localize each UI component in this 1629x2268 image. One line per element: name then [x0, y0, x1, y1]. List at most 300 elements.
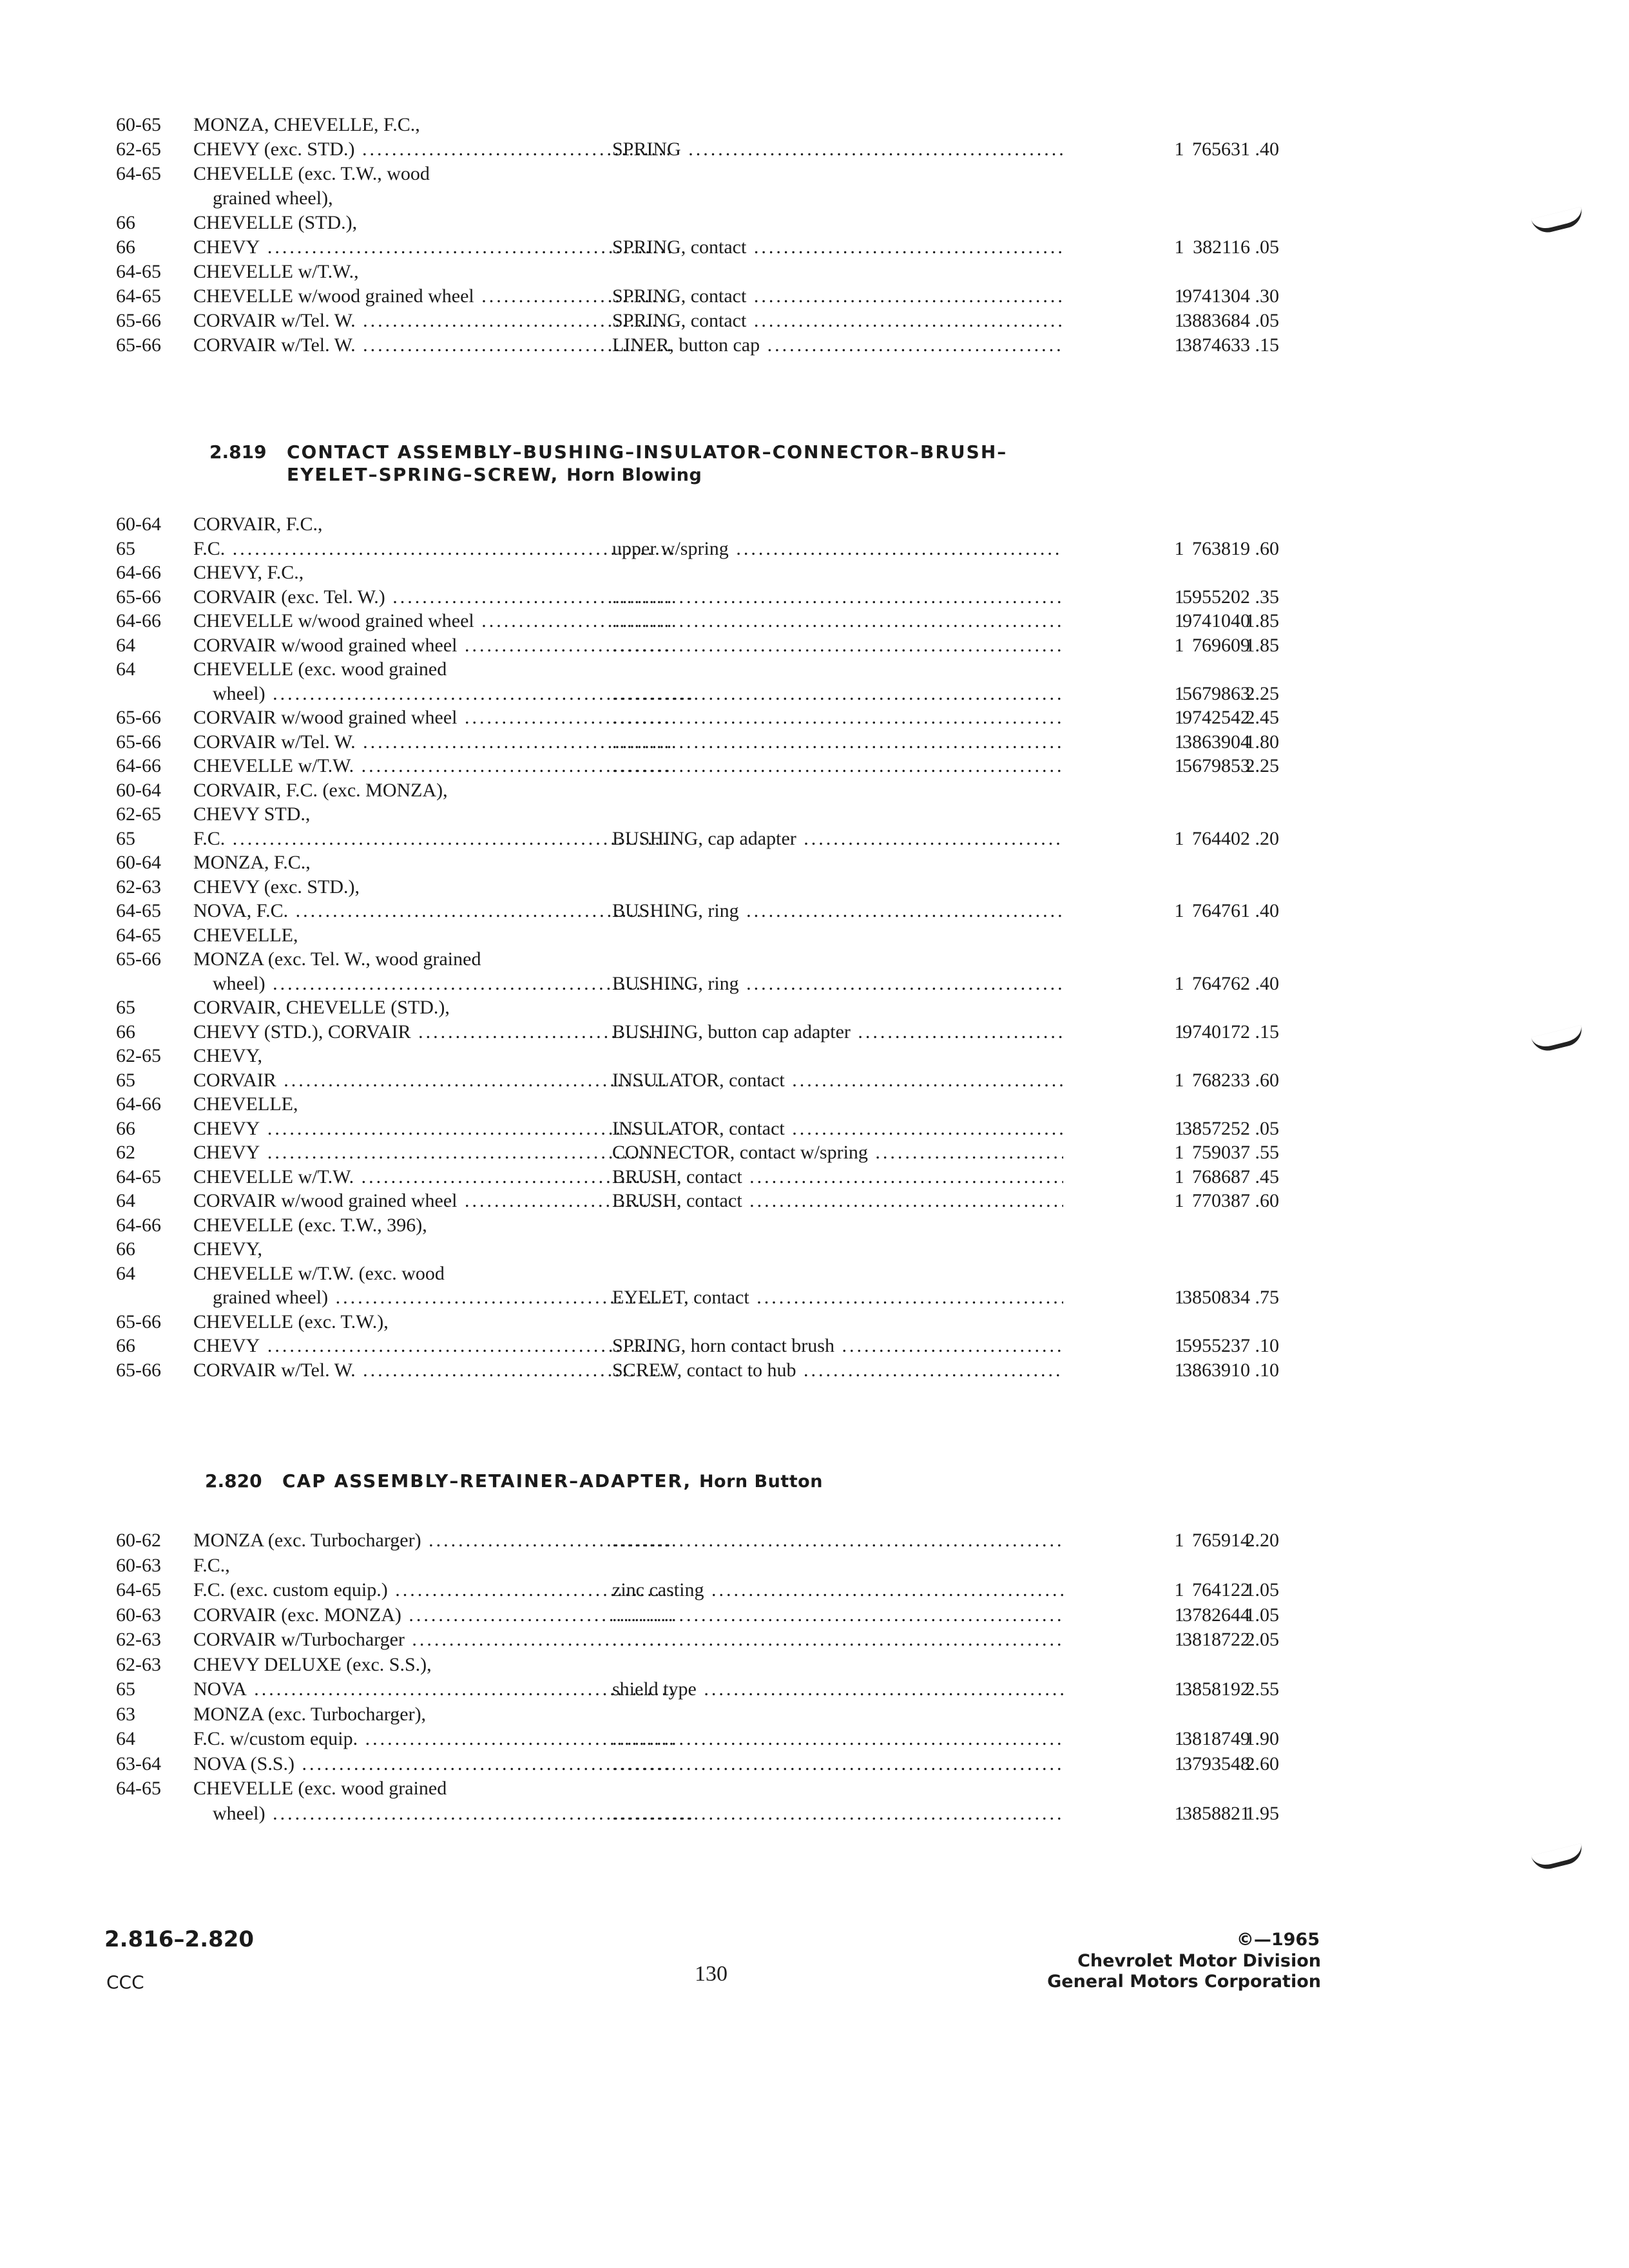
price: .15: [1255, 1021, 1279, 1043]
footer-range: 2.816–2.820: [104, 1927, 255, 1952]
price: .35: [1255, 586, 1279, 608]
year-range: 60-64: [116, 514, 161, 535]
quantity: 1: [1174, 1753, 1184, 1774]
year-range: 64: [116, 1190, 135, 1211]
part-number: 3857252: [1182, 1117, 1250, 1139]
quantity: 1: [1174, 1142, 1184, 1163]
part-number: 9741040: [1182, 610, 1250, 631]
year-range: 65: [116, 537, 135, 559]
quantity: 1: [1174, 586, 1184, 608]
year-range: 65-66: [116, 707, 161, 728]
table-row: [116, 730, 1279, 754]
section-heading-2-819: [209, 440, 1007, 465]
table-row: [116, 235, 1279, 260]
model-description: F.C.,: [193, 1554, 230, 1576]
year-range: 65: [116, 997, 135, 1018]
model-description: CHEVELLE w/wood grained wheel .....: [193, 609, 673, 633]
model-description: CHEVY .....: [193, 235, 673, 260]
part-number: 3863910: [1182, 1359, 1250, 1381]
part-description: [612, 1603, 1063, 1628]
table-row: [116, 1578, 1279, 1603]
part-number: 764402: [1192, 827, 1250, 849]
year-range: 60-63: [116, 1604, 161, 1626]
part-number: 3782644: [1182, 1604, 1250, 1626]
part-description: INSULATOR, contact .....: [612, 1068, 1063, 1093]
table-row: [116, 1603, 1279, 1628]
price: 1.05: [1245, 1579, 1279, 1600]
part-number: 768233: [1192, 1069, 1250, 1091]
price: .05: [1255, 310, 1279, 331]
table-row: [116, 113, 1276, 137]
table-row: [116, 333, 1279, 358]
table-row: [116, 1092, 1276, 1117]
price: 2.55: [1245, 1678, 1279, 1700]
model-description: CORVAIR w/Tel. W. .....: [193, 309, 673, 333]
table-row: [116, 1310, 1276, 1334]
quantity: 1: [1174, 537, 1184, 559]
table-row: [116, 899, 1279, 923]
table-row: [116, 1776, 1276, 1802]
price: 2.20: [1245, 1530, 1279, 1551]
price: .60: [1255, 537, 1279, 559]
year-range: 65-66: [116, 310, 161, 331]
quantity: 1: [1174, 731, 1184, 753]
quantity: 1: [1174, 1069, 1184, 1091]
model-description: CHEVELLE (exc. T.W.),: [193, 1311, 389, 1332]
year-range: 60-64: [116, 779, 161, 801]
year-range: 65-66: [116, 586, 161, 608]
table-row: [116, 1117, 1279, 1141]
price: .45: [1255, 1166, 1279, 1187]
part-description: [612, 1727, 1063, 1751]
part-number: 764122: [1192, 1579, 1250, 1600]
quantity: 1: [1174, 1530, 1184, 1551]
part-description: INSULATOR, contact .....: [612, 1117, 1063, 1141]
model-description: CORVAIR, F.C.,: [193, 514, 323, 535]
price: 1.80: [1245, 731, 1279, 753]
quantity: 1: [1174, 682, 1184, 704]
year-range: 64-66: [116, 610, 161, 631]
model-description: CORVAIR, F.C. (exc. MONZA),: [193, 779, 448, 801]
year-range: 64: [116, 1728, 135, 1749]
table-row: [116, 972, 1279, 996]
model-description: CORVAIR w/Tel. W. .....: [193, 1358, 673, 1383]
part-description: SCREW, contact to hub .....: [612, 1358, 1063, 1383]
price: .10: [1255, 1359, 1279, 1381]
year-range: 66: [116, 236, 135, 258]
part-number: 5955237: [1182, 1335, 1250, 1356]
part-number: 3883684: [1182, 310, 1250, 331]
table-row: [116, 1653, 1276, 1678]
year-range: 66: [116, 1021, 135, 1043]
part-description: [612, 633, 1063, 658]
quantity: 1: [1174, 1728, 1184, 1749]
part-number: 765914: [1192, 1530, 1250, 1551]
part-number: 9742542: [1182, 707, 1250, 728]
part-number: 765631: [1192, 139, 1250, 160]
model-description: wheel) .....: [193, 682, 693, 706]
table-row: [116, 211, 1276, 235]
model-description: grained wheel) .....: [193, 1285, 693, 1310]
footer-copyright: ©—1965: [1236, 1930, 1320, 1950]
quantity: 1: [1174, 1190, 1184, 1211]
table-row: [116, 1677, 1279, 1702]
model-description: CHEVY .....: [193, 1140, 673, 1165]
table-row: [116, 537, 1279, 561]
year-range: 64: [116, 634, 135, 656]
part-number: 3818749: [1182, 1728, 1250, 1749]
model-description: CHEVY .....: [193, 1117, 673, 1141]
table-row: [116, 778, 1276, 803]
year-range: 62-65: [116, 803, 161, 825]
table-row: [116, 561, 1276, 585]
part-description: CONNECTOR, contact w/spring .....: [612, 1140, 1063, 1165]
parts-table-2-818: [116, 113, 1279, 358]
part-description: [612, 585, 1063, 610]
table-row: [116, 162, 1276, 186]
year-range: 65-66: [116, 731, 161, 753]
price: 2.05: [1245, 1629, 1279, 1650]
quantity: 1: [1174, 1287, 1184, 1308]
part-description: BUSHING, button cap adapter .....: [612, 1020, 1063, 1044]
year-range: 65: [116, 1069, 135, 1091]
table-row: [116, 1802, 1279, 1827]
price: .10: [1255, 1335, 1279, 1356]
model-description: CHEVY .....: [193, 1334, 673, 1358]
quantity: 1: [1174, 634, 1184, 656]
model-description: MONZA (exc. Turbocharger),: [193, 1703, 427, 1725]
binder-mark: [1531, 1843, 1585, 1873]
part-description: SPRING, contact .....: [612, 284, 1063, 309]
part-number: 759037: [1192, 1142, 1250, 1163]
quantity: 1: [1174, 900, 1184, 921]
year-range: 65: [116, 827, 135, 849]
part-number: 5955202: [1182, 586, 1250, 608]
model-description: MONZA, CHEVELLE, F.C.,: [193, 114, 420, 135]
model-description: CORVAIR (exc. MONZA) .....: [193, 1603, 673, 1628]
year-range: 66: [116, 1238, 135, 1260]
model-description: CHEVY (exc. STD.),: [193, 876, 360, 898]
part-number: 764762: [1192, 972, 1250, 994]
section-heading-2-819-line2: [209, 463, 702, 488]
year-range: 62-63: [116, 1653, 161, 1675]
part-number: 3818722: [1182, 1629, 1250, 1650]
year-range: 65-66: [116, 1311, 161, 1332]
price: .40: [1255, 900, 1279, 921]
table-row: [116, 1189, 1279, 1213]
price: 1.05: [1245, 1604, 1279, 1626]
part-description: SPRING, contact .....: [612, 309, 1063, 333]
model-description: CHEVELLE (exc. wood grained: [193, 1778, 447, 1799]
parts-table-2-819: [116, 512, 1279, 1382]
footer-corporation: General Motors Corporation: [1047, 1972, 1321, 1992]
table-row: [116, 186, 1276, 211]
year-range: 64-65: [116, 285, 161, 307]
table-row: [116, 802, 1276, 827]
part-description: EYELET, contact .....: [612, 1285, 1063, 1310]
table-row: [116, 1262, 1276, 1286]
model-description: wheel) .....: [193, 972, 693, 996]
table-row: [116, 1334, 1279, 1358]
part-number: 3858821: [1182, 1802, 1250, 1824]
table-row: [116, 923, 1276, 948]
table-row: [116, 1752, 1279, 1777]
part-description: [612, 1802, 1063, 1826]
table-row: [116, 284, 1279, 309]
quantity: 1: [1174, 1579, 1184, 1600]
price: .40: [1255, 139, 1279, 160]
part-description: BUSHING, ring .....: [612, 972, 1063, 996]
price: .60: [1255, 1190, 1279, 1211]
table-row: [116, 137, 1279, 162]
part-number: 5679853: [1182, 755, 1250, 776]
table-row: [116, 682, 1279, 706]
model-description: CORVAIR (exc. Tel. W.) .....: [193, 585, 673, 610]
year-range: 64-65: [116, 1166, 161, 1187]
model-description: grained wheel),: [213, 187, 333, 209]
year-range: 65-66: [116, 1359, 161, 1381]
part-number: 3850834: [1182, 1287, 1250, 1308]
table-row: [116, 850, 1276, 875]
quantity: 1: [1174, 139, 1184, 160]
price: .55: [1255, 1142, 1279, 1163]
model-description: MONZA, F.C.,: [193, 852, 311, 873]
part-number: 3863904: [1182, 731, 1250, 753]
binder-mark: [1531, 1025, 1585, 1055]
quantity: 1: [1174, 236, 1184, 258]
model-description: CHEVY STD.,: [193, 803, 311, 825]
part-number: 764761: [1192, 900, 1250, 921]
year-range: 60-63: [116, 1554, 161, 1576]
year-range: 63: [116, 1703, 135, 1725]
price: 2.25: [1245, 682, 1279, 704]
part-description: SPRING .....: [612, 137, 1063, 162]
year-range: 64-65: [116, 924, 161, 946]
table-row: [116, 1068, 1279, 1093]
year-range: 66: [116, 212, 135, 233]
part-description: zinc casting .....: [612, 1578, 1063, 1602]
section-title: CONTACT ASSEMBLY–BUSHING–INSULATOR–CONNECTOR–BRUSH–: [287, 441, 1008, 463]
model-description: CORVAIR .....: [193, 1068, 673, 1093]
part-description: BUSHING, cap adapter .....: [612, 827, 1063, 851]
quantity: 1: [1174, 1021, 1184, 1043]
part-number: 768687: [1192, 1166, 1250, 1187]
year-range: 64-66: [116, 562, 161, 583]
model-description: CHEVY, F.C.,: [193, 562, 304, 583]
model-description: CORVAIR, CHEVELLE (STD.),: [193, 997, 450, 1018]
table-row: [116, 1044, 1276, 1068]
table-row: [116, 585, 1279, 610]
part-description: [612, 1628, 1063, 1652]
section-number: 2.819: [209, 441, 267, 463]
footer-code: CCC: [106, 1972, 144, 1993]
year-range: 64-66: [116, 1214, 161, 1236]
model-description: NOVA .....: [193, 1677, 673, 1702]
price: .75: [1255, 1287, 1279, 1308]
part-description: BRUSH, contact .....: [612, 1189, 1063, 1213]
price: .20: [1255, 827, 1279, 849]
price: .05: [1255, 1117, 1279, 1139]
year-range: 64-65: [116, 1778, 161, 1799]
part-description: [612, 609, 1063, 633]
table-row: [116, 1727, 1279, 1752]
year-range: 65-66: [116, 948, 161, 970]
part-number: 3874633: [1182, 334, 1250, 356]
section-title: CAP ASSEMBLY–RETAINER–ADAPTER,: [282, 1470, 692, 1492]
quantity: 1: [1174, 310, 1184, 331]
year-range: 64-66: [116, 1093, 161, 1115]
year-range: 66: [116, 1117, 135, 1139]
table-row: [116, 633, 1279, 658]
model-description: CHEVY,: [193, 1045, 262, 1066]
table-row: [116, 1553, 1276, 1579]
price: 2.45: [1245, 707, 1279, 728]
part-description: LINER, button cap .....: [612, 333, 1063, 358]
section-subtitle: Horn Button: [699, 1472, 823, 1492]
model-description: CHEVELLE (STD.),: [193, 212, 358, 233]
model-description: F.C. (exc. custom equip.) .....: [193, 1578, 673, 1602]
price: .40: [1255, 972, 1279, 994]
price: 1.85: [1245, 610, 1279, 631]
part-description: [612, 682, 1063, 706]
year-range: 65: [116, 1678, 135, 1700]
section-subtitle: Horn Blowing: [566, 465, 702, 485]
model-description: CHEVELLE,: [193, 1093, 298, 1115]
part-number: 3793548: [1182, 1753, 1250, 1774]
table-row: [116, 1528, 1279, 1553]
footer-division: Chevrolet Motor Division: [1077, 1951, 1321, 1971]
year-range: 60-62: [116, 1530, 161, 1551]
model-description: CHEVELLE (exc. T.W., 396),: [193, 1214, 427, 1236]
model-description: CHEVELLE w/T.W. .....: [193, 754, 673, 778]
quantity: 1: [1174, 285, 1184, 307]
quantity: 1: [1174, 334, 1184, 356]
part-description: SPRING, contact .....: [612, 235, 1063, 260]
price: .15: [1255, 334, 1279, 356]
year-range: 66: [116, 1335, 135, 1356]
year-range: 62-65: [116, 1045, 161, 1066]
model-description: F.C. .....: [193, 537, 673, 561]
quantity: 1: [1174, 1359, 1184, 1381]
table-row: [116, 260, 1276, 284]
part-description: [612, 1528, 1063, 1553]
quantity: 1: [1174, 1604, 1184, 1626]
model-description: CHEVELLE w/T.W. .....: [193, 1165, 673, 1189]
price: .05: [1255, 236, 1279, 258]
table-row: [116, 947, 1276, 972]
quantity: 1: [1174, 1166, 1184, 1187]
part-description: upper w/spring .....: [612, 537, 1063, 561]
table-row: [116, 1702, 1276, 1727]
part-number: 9741304: [1182, 285, 1250, 307]
part-number: 763819: [1192, 537, 1250, 559]
parts-table-2-820: [116, 1528, 1279, 1826]
price: 1.95: [1245, 1802, 1279, 1824]
table-row: [116, 657, 1276, 682]
model-description: CHEVELLE,: [193, 924, 298, 946]
model-description: CHEVELLE w/T.W.,: [193, 261, 359, 282]
model-description: CHEVELLE (exc. T.W., wood: [193, 163, 430, 184]
model-description: wheel) .....: [193, 1802, 693, 1826]
quantity: 1: [1174, 755, 1184, 776]
model-description: MONZA (exc. Tel. W., wood grained: [193, 948, 481, 970]
year-range: 60-65: [116, 114, 161, 135]
part-description: [612, 730, 1063, 754]
part-number: 9740172: [1182, 1021, 1250, 1043]
table-row: [116, 1628, 1279, 1653]
model-description: CHEVELLE w/T.W. (exc. wood: [193, 1262, 445, 1284]
price: 2.60: [1245, 1753, 1279, 1774]
part-number: 769609: [1192, 634, 1250, 656]
quantity: 1: [1174, 1678, 1184, 1700]
price: 1.85: [1245, 634, 1279, 656]
model-description: MONZA (exc. Turbocharger) .....: [193, 1528, 673, 1553]
part-description: BUSHING, ring .....: [612, 899, 1063, 923]
model-description: F.C. w/custom equip. .....: [193, 1727, 673, 1751]
model-description: CHEVY (exc. STD.) .....: [193, 137, 673, 162]
table-row: [116, 1020, 1279, 1044]
price: .60: [1255, 1069, 1279, 1091]
model-description: CORVAIR w/wood grained wheel .....: [193, 706, 673, 730]
section-heading-2-820: [205, 1469, 823, 1494]
part-number: 5679863: [1182, 682, 1250, 704]
table-row: [116, 706, 1279, 730]
quantity: 1: [1174, 827, 1184, 849]
table-row: [116, 1213, 1276, 1238]
table-row: [116, 309, 1279, 333]
part-description: SPRING, horn contact brush .....: [612, 1334, 1063, 1358]
year-range: 64: [116, 1262, 135, 1284]
year-range: 62-63: [116, 876, 161, 898]
year-range: 62-63: [116, 1629, 161, 1650]
page-number: 130: [695, 1962, 728, 1986]
year-range: 64-65: [116, 261, 161, 282]
table-row: [116, 1358, 1279, 1383]
quantity: 1: [1174, 1335, 1184, 1356]
model-description: CHEVELLE w/wood grained wheel .....: [193, 284, 673, 309]
table-row: [116, 512, 1276, 537]
table-row: [116, 875, 1276, 899]
table-row: [116, 1285, 1279, 1310]
model-description: CHEVY (STD.), CORVAIR .....: [193, 1020, 673, 1044]
part-description: shield type .....: [612, 1677, 1063, 1702]
model-description: CHEVY,: [193, 1238, 262, 1260]
binder-mark: [1531, 207, 1585, 236]
quantity: 1: [1174, 1629, 1184, 1650]
section-title-line2: EYELET–SPRING–SCREW,: [287, 464, 559, 485]
model-description: NOVA, F.C. .....: [193, 899, 673, 923]
table-row: [116, 1140, 1279, 1165]
model-description: CORVAIR w/wood grained wheel .....: [193, 633, 673, 658]
section-number: 2.820: [205, 1470, 262, 1492]
year-range: 64-65: [116, 163, 161, 184]
table-row: [116, 827, 1279, 851]
model-description: CORVAIR w/Tel. W. .....: [193, 730, 673, 754]
part-number: 382116: [1193, 236, 1250, 258]
model-description: CHEVY DELUXE (exc. S.S.),: [193, 1653, 432, 1675]
year-range: 60-64: [116, 852, 161, 873]
model-description: F.C. .....: [193, 827, 673, 851]
table-row: [116, 1237, 1276, 1262]
year-range: 64: [116, 658, 135, 680]
year-range: 64-66: [116, 755, 161, 776]
quantity: 1: [1174, 972, 1184, 994]
year-range: 65-66: [116, 334, 161, 356]
year-range: 63-64: [116, 1753, 161, 1774]
year-range: 64-65: [116, 1579, 161, 1600]
part-description: [612, 1752, 1063, 1776]
model-description: NOVA (S.S.) .....: [193, 1752, 673, 1776]
